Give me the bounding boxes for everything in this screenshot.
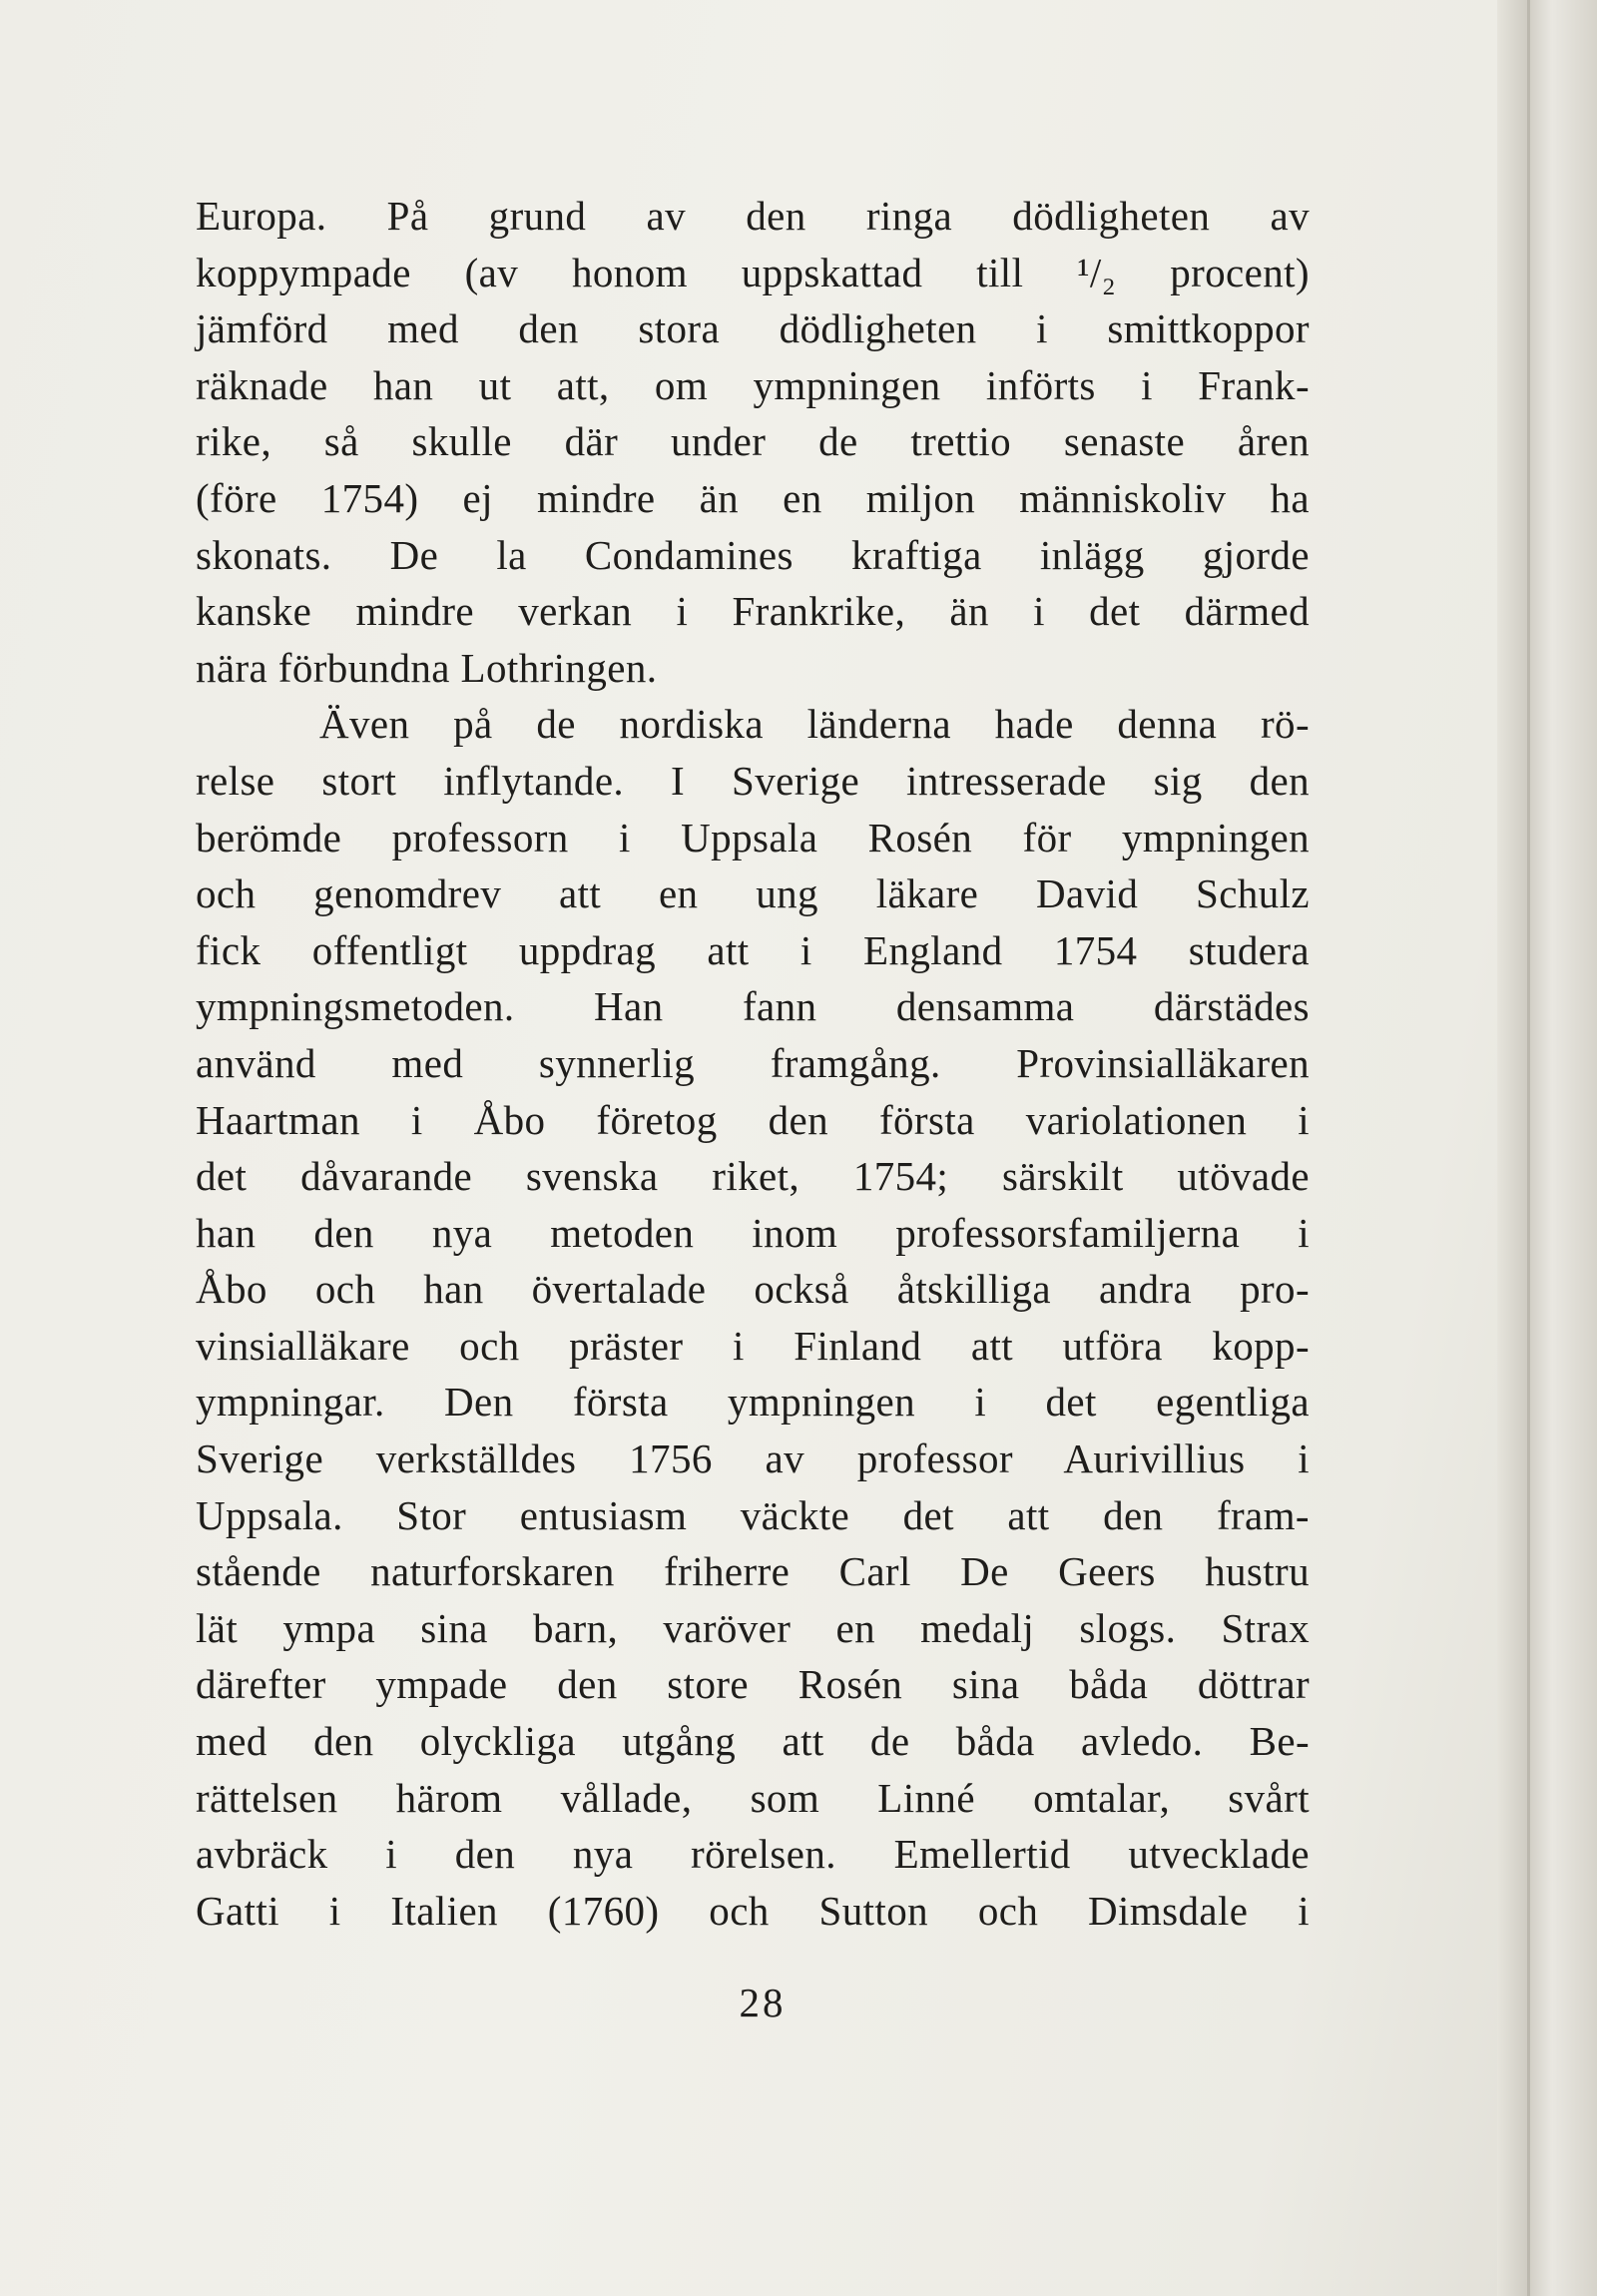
text-line: Gatti i Italien (1760) och Sutton och Dimsdale i [196, 1887, 1310, 1934]
text-line: nära förbundna Lothringen. [196, 644, 658, 691]
text-line: rike, så skulle där under de trettio senaste åren [196, 418, 1310, 465]
text-line: Åbo och han övertalade också åtskilliga andra pro- [196, 1266, 1310, 1313]
text-line: Sverige verkställdes 1756 av professor Aurivillius i [196, 1435, 1310, 1482]
text-line: Haartman i Åbo företog den första variolationen i [196, 1096, 1310, 1143]
body-text [196, 188, 1310, 1939]
page-number: 28 [739, 1980, 787, 2025]
text-line: använd med synnerlig framgång. Provinsialläkaren [196, 1039, 1310, 1086]
text-line: ympningsmetoden. Han fann densamma därstädes [196, 983, 1310, 1030]
text-line: stående naturforskaren friherre Carl De Geers hustru [196, 1548, 1310, 1595]
text-line: relse stort inflytande. I Sverige intresserade sig den [196, 757, 1310, 804]
text-line: koppympade (av honom uppskattad till ¹/₂ procent) [196, 249, 1310, 295]
paragraph-start: Även på de nordiska länderna hade denna rö- [319, 701, 1310, 748]
text-line: lät ympa sina barn, varöver en medalj slogs. Strax [196, 1604, 1310, 1651]
text-line: skonats. De la Condamines kraftiga inlägg gjorde [196, 531, 1310, 578]
text-line: Europa. På grund av den ringa dödligheten av [196, 193, 1310, 239]
text-line: fick offentligt uppdrag att i England 1754 studera [196, 926, 1310, 973]
text-line: kanske mindre verkan i Frankrike, än i det därmed [196, 588, 1310, 635]
page-edge [1497, 0, 1597, 2296]
text-line: jämförd med den stora dödligheten i smittkoppor [196, 305, 1310, 352]
text-line: med den olyckliga utgång att de båda avledo. Be- [196, 1718, 1310, 1765]
text-line: berömde professorn i Uppsala Rosén för ympningen [196, 814, 1310, 861]
text-line: det dåvarande svenska riket, 1754; särskilt utövade [196, 1153, 1310, 1200]
text-line: rättelsen härom vållade, som Linné omtalar, svårt [196, 1774, 1310, 1821]
text-line: därefter ympade den store Rosén sina båda döttrar [196, 1661, 1310, 1708]
text-line: avbräck i den nya rörelsen. Emellertid utvecklade [196, 1831, 1310, 1878]
text-line: Uppsala. Stor entusiasm väckte det att den fram- [196, 1491, 1310, 1538]
text-line: han den nya metoden inom professorsfamiljerna i [196, 1209, 1310, 1256]
text-line: räknade han ut att, om ympningen införts i Frank- [196, 361, 1310, 408]
text-line: (före 1754) ej mindre än en miljon människoliv ha [196, 474, 1310, 521]
text-line: ympningar. Den första ympningen i det egentliga [196, 1379, 1310, 1426]
text-line: vinsialläkare och präster i Finland att utföra kopp- [196, 1322, 1310, 1369]
text-line: och genomdrev att en ung läkare David Schulz [196, 870, 1310, 917]
